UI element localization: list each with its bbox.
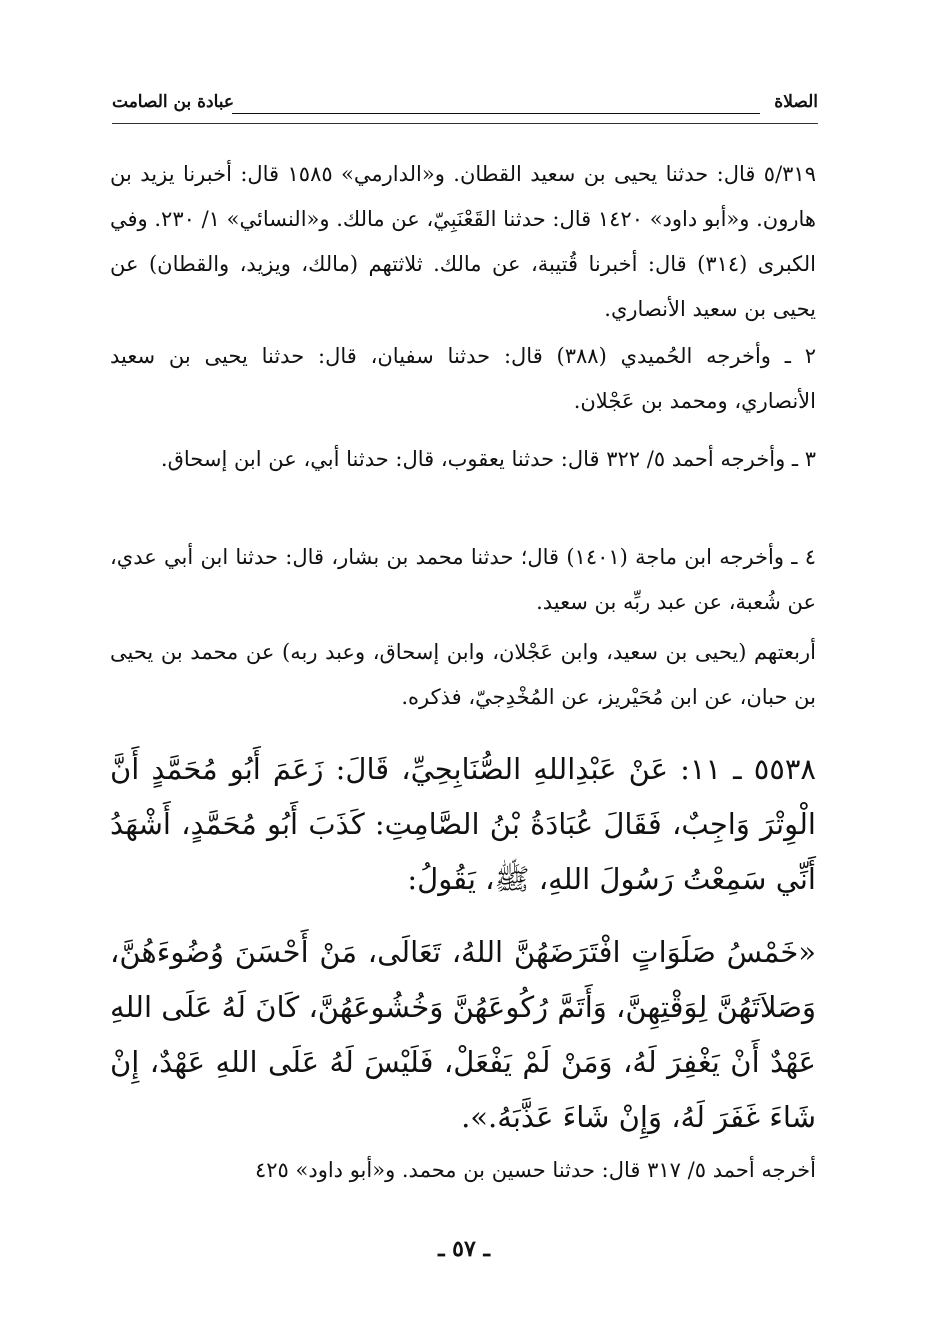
hadith-intro [110,742,816,907]
hadith-body [110,925,816,1145]
footnote-text-1: ٥/٣١٩ قال: حدثنا يحيى بن سعيد القطان. و«الدارمي» ١٥٨٥ قال: أخبرنا يزيد بن هارون. و«أبو داود» ١٤٢٠ قال: حدثنا القَعْنَبِيّ، عن مالك. و«النسائي» ١/ ٢٣٠. وفي الكبرى (٣١٤) قال: أخبرنا قُتيبة، عن مالك. ثلاثتهم (مالك، ويزيد، والقطان) عن يحيى بن سعيد الأنصاري. [110,162,817,321]
footnote-paragraph-1 [110,152,816,332]
footnote-paragraph-3 [110,437,816,482]
page-number: ـ ٥٧ ـ [438,1236,490,1262]
footnote-text-3: ٣ ـ وأخرجه أحمد ٥/ ٣٢٢ قال: حدثنا يعقوب، قال: حدثنا أبي، عن ابن إسحاق. [160,447,816,471]
header-rule [232,113,760,114]
footnote-paragraph-2 [110,334,816,424]
footnote-paragraph-4 [110,535,816,625]
running-header [112,92,818,122]
header-underline [112,123,818,124]
section-title: عبادة بن الصامت [112,92,235,112]
takhrij-text: أخرجه أحمد ٥/ ٣١٧ قال: حدثنا حسين بن محمد. و«أبو داود» ٤٢٥ [254,1158,816,1182]
hadith-body-text: «خَمْسُ صَلَوَاتٍ افْتَرَضَهُنَّ اللهُ، تَعَالَى، مَنْ أَحْسَنَ وُضُوءَهُنَّ، وَصَلاَتَهُنَّ لِوَقْتِهِنَّ، وَأَتَمَّ رُكُوعَهُنَّ وَخُشُوعَهُنَّ، كَانَ لَهُ عَلَى اللهِ عَهْدٌ أَنْ يَغْفِرَ لَهُ، وَمَنْ لَمْ يَفْعَلْ، فَلَيْسَ لَهُ عَلَى اللهِ عَهْدٌ، إِنْ شَاءَ غَفَرَ لَهُ، وَإِنْ شَاءَ عَذَّبَهُ.». [110,935,816,1134]
footnote-text-4: ٤ ـ وأخرجه ابن ماجة (١٤٠١) قال؛ حدثنا محمد بن بشار، قال: حدثنا ابن أبي عدي، عن شُعبة، عن عبد ربِّه بن سعيد. [110,545,816,614]
chapter-title: الصلاة [774,92,818,112]
footnote-paragraph-5 [110,630,816,720]
footnote-text-2: ٢ ـ وأخرجه الحُميدي (٣٨٨) قال: حدثنا سفيان، قال: حدثنا يحيى بن سعيد الأنصاري، ومحمد بن عَجْلان. [110,344,816,413]
hadith-intro-text: ٥٥٣٨ ـ ١١: عَنْ عَبْدِاللهِ الصُّنَابِحِيِّ، قَالَ: زَعَمَ أَبُو مُحَمَّدٍ أَنَّ الْوِتْرَ وَاجِبٌ، فَقَالَ عُبَادَةُ بْنُ الصَّامِتِ: كَذَبَ أَبُو مُحَمَّدٍ، أَشْهَدُ أَنِّي سَمِعْتُ رَسُولَ اللهِ، ﷺ، يَقُولُ: [110,752,816,896]
footnote-text-5: أربعتهم (يحيى بن سعيد، وابن عَجْلان، وابن إسحاق، وعبد ربه) عن محمد بن يحيى بن حبان، عن ابن مُحَيْريز، عن المُخْدِجيّ، فذكره. [110,640,816,709]
takhrij-paragraph [110,1148,816,1193]
